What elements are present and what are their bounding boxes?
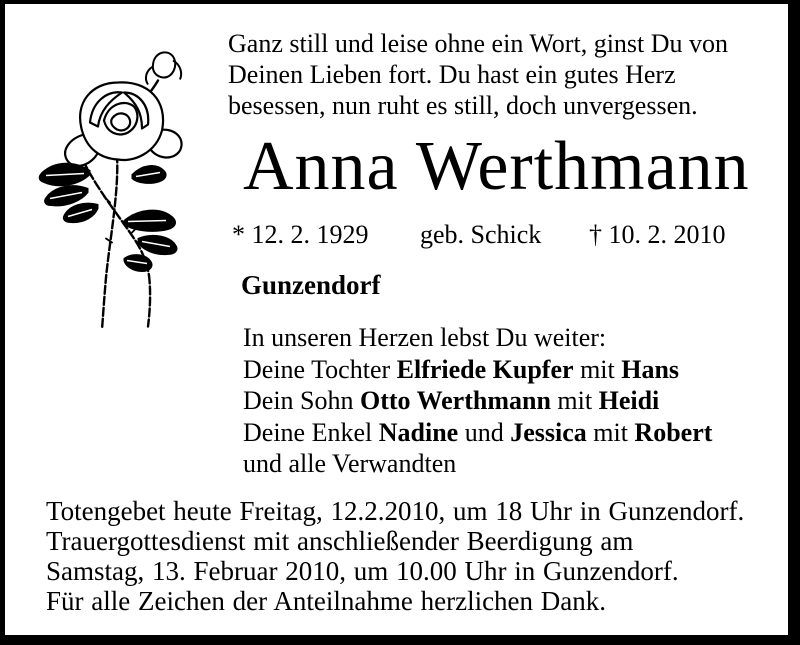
maiden-name: geb. Schick [420,220,542,249]
family-line-text: Deine Tochter [243,354,397,384]
family-intro: In unseren Herzen lebst Du weiter: [243,323,607,352]
family-line-son [243,385,712,417]
death-date: † 10. 2. 2010 [589,220,726,249]
family-closing: und alle Verwandten [243,449,457,478]
family-line-text: und [458,417,511,447]
service-line: Trauergottesdienst mit anschließender Beerdigung am [46,526,634,556]
opening-verse [228,28,728,121]
service-line: Samstag, 13. Februar 2010, um 10.00 Uhr in Gunzendorf. [46,556,679,586]
family-member-name: Robert [634,417,713,447]
service-details [46,496,744,616]
family-line-text: mit [586,417,635,447]
family-member-name: Hans [621,354,680,384]
verse-line: Deinen Lieben fort. Du hast ein gutes Herz [228,60,676,89]
rose-icon [20,40,220,335]
family-member-name: Elfriede Kupfer [396,354,574,384]
family-line-text: Dein Sohn [243,386,360,415]
rose-illustration [20,40,220,335]
service-line: Totengebet heute Freitag, 12.2.2010, um 18 Uhr in Gunzendorf. [46,496,745,526]
family-member-name: Heidi [598,386,660,415]
family-member-name: Jessica [510,417,587,447]
family-member-name: Otto Werthmann [360,386,551,415]
service-line: Für alle Zeichen der Anteilnahme herzlichen Dank. [46,586,607,616]
deceased-name: Anna Werthmann [243,128,750,205]
birth-date: * 12. 2. 1929 [232,220,369,249]
family-line-text: mit [573,354,622,384]
family-line-grandchildren [243,417,712,449]
place-name: Gunzendorf [241,270,381,300]
family-line-text: Deine Enkel [243,417,379,447]
family-line-daughter [243,354,712,386]
family-section [243,322,712,480]
verse-line: besessen, nun ruht es still, doch unvergessen. [228,91,698,120]
family-line-text: mit [550,386,599,415]
family-member-name: Nadine [378,417,459,447]
life-dates-row [5,220,788,252]
verse-line: Ganz still und leise ohne ein Wort, ginst Du von [228,29,729,58]
